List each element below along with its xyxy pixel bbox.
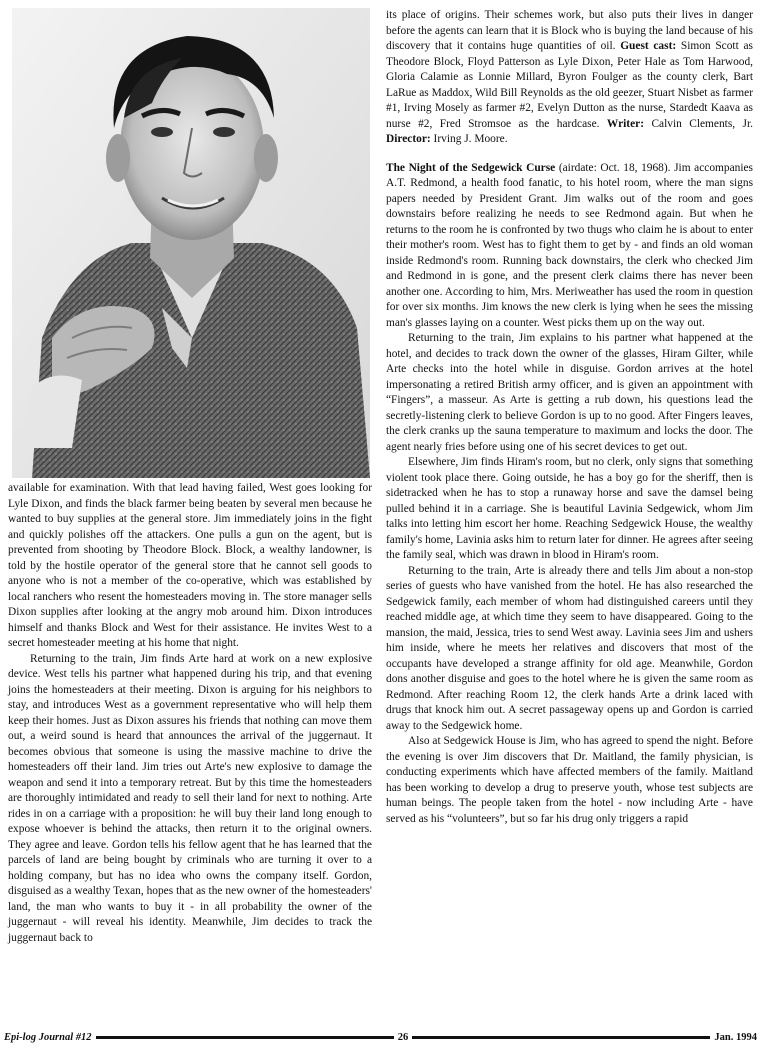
footer-rule [412,1036,710,1039]
director-text: Irving J. Moore. [430,133,508,145]
paragraph [386,161,753,332]
journal-name: Epi-log Journal #12 [4,1031,92,1043]
paragraph: Returning to the train, Jim finds Arte hard at work on a new explosive device. West tells his partner what happened during his trip, and that evening joins the homesteaders at their meeting. Dixon is arguing for his neighbors to stay, and introduces West as a government representative who will help them keep their homes. Just as Dixon assures his friends that nothing can move them out, a weird sound is heard that announces the arrival of the juggernaut. It becomes obvious that someone is using the massive machine to drive the homesteaders off their land. Jim tries out Arte's new explosive to damage the weapon and send it into a temporary retreat. But by this time the homesteaders are thoroughly intimidated and ready to sell their land for next to nothing. Arte rides in on a carriage with a proposition: he will buy their land long enough to expose whoever is behind the attacks, then return it to the original owners. They agree and leave. Gordon tells his fellow agent that he has learned that the parcels of land are being bought by criminals who are turning it over to a holding company, but has no idea who owns the company itself. Gordon, disguised as a wealthy Texan, hopes that as the new owner of the homesteaders' land, the man who wants to buy it - in all probability the owner of the juggernaut - will reveal his identity. Meanwhile, Jim decides to track the juggernaut back to [8,652,372,944]
guest-cast-label: Guest cast: [620,40,677,52]
guest-cast-text: Simon Scott as Theodore Block, Floyd Patterson as Lyle Dixon, Peter Hale as Tom Harwood, Gloria Calamie as Lonnie Millard, Byron Foulger as the county clerk, Bart LaRue as Maddox, Wild Bill Reynolds as the old geezer, Stuart Nisbet as farmer #1, Irving Mosely as farmer #2, Evelyn Dutton as the nurse, Stardedt Kaava as nurse #2, Fred Stromsoe as the hardcase. [386,40,753,130]
page-footer [4,1028,757,1046]
paragraph: Returning to the train, Arte is already there and tells Jim about a non-stop series of guests who have vanished from the hotel. He has also researched the Sedgewick family, each member of whom had distinguished careers until they reached middle age, at which time they seem to have disappeared. Going to the mansion, the maid, Jessica, tries to send West away. Lavinia sees Jim and ushers him inside, where he meets her relatives and discovers that most of the occupants have developed a strange affinity for old age. Meanwhile, Gordon dons another disguise and goes to the hotel where he is given the same room as Redmond. After reaching Room 12, the clerk hands Arte a drink laced with drugs that knock him out. A secret passageway opens up and Gordon is carried away to the Sedgewick home. [386,564,753,732]
page-number: 26 [397,1031,409,1043]
director-label: Director: [386,133,431,145]
writer-text: Calvin Clements, Jr. [644,117,753,130]
writer-label: Writer: [606,117,645,130]
paragraph-text: Jim accompanies A.T. Redmond, a health food fanatic, to his hotel room, where the man signs papers needed by President Grant. Jim walks out of the room and goes downstairs before realizing he needs to see Redmond again. But when he returns to the room he is confronted by two thugs who claim he is about to enter their mother's room. West has to fight them to get by - and finds an old woman inside Redmond's room. Running back downstairs, the clerk who checked Jim and Redmond in is gone, and the present clerk claims there has never been another one. According to him, Mrs. Meriweather has used the room in question for over six months. Jim knows the new clerk is lying when he sees the missing man's glasses laying on a counter. West picks them up on the way out. [386,161,753,329]
paragraph: Also at Sedgewick House is Jim, who has agreed to spend the night. Before the evening is over Jim discovers that Dr. Maitland, the family physician, is conducting experiments which have affected members of the family. Maitland has been working to develop a drug to preserve youth, whose test subjects are human beings. The people taken from the hotel - now including Arte - have served as his “volunteers”, but so far his drug only triggers a rapid [386,735,753,825]
left-column-text [8,481,372,946]
paragraph-text: its place of origins. Their schemes work, but also puts their lives in danger before the agents can learn that it is Block who is buying the land because of his discovery that it contains huge quantities of oil. [386,9,753,52]
right-column-text [386,8,753,827]
paragraph [386,8,753,148]
footer-rule [96,1036,394,1039]
episode-airdate: (airdate: Oct. 18, 1968). [555,161,671,174]
portrait-photo-graphic [12,8,370,478]
issue-date: Jan. 1994 [714,1031,757,1043]
paragraph: Returning to the train, Jim explains to his partner what happened at the hotel, and decides to track down the owner of the glasses, Hiram Gilter, while Arte checks into the hotel while in disguise. Gordon arrives at the hotel impersonating a retired British army officer, and is given an appointment with “Fingers”, a masseur. As Arte is getting a rub down, his questions lead the secretly-listening clerk to believe Gordon is up to no good. After Fingers leaves, the clerk cranks up the sauna temperature to maximum and locks the door. The agent nearly fries before using one of his secret devices to get out. [386,332,753,453]
episode-title: The Night of the Sedgewick Curse [386,161,556,174]
portrait-photo [12,8,370,478]
paragraph: available for examination. With that lead having failed, West goes looking for Lyle Dixon, and finds the black farmer being beaten by several men because he wanted to buy supplies at the general store. Jim immediately joins in the fight and quickly polishes off the attackers. One pulls a gun on the agent, but is prevented from shooting by Theodore Block. Block, a wealthy landowner, is told by the hostile operator of the general store that he cannot sell goods to anyone who is not a member of the co-operative, which was established by local ranchers who resent the homesteaders moving in. The store manager sells Dixon supplies after looking at the angry mob around him. Dixon introduces himself and thanks Block and West for their assistance. He invites West to a secret homesteader meeting at his home that night. [8,482,372,649]
paragraph: Elsewhere, Jim finds Hiram's room, but no clerk, only signs that something violent took place there. Going outside, he has a boy go for the sheriff, then is sidetracked when he has to stop a runaway horse and save the damsel being pulled behind it in a carriage. She is beautiful Lavinia Sedgewick, whom Jim talks into letting him escort her home. Reaching Sedgewick House, the wealthy family's home, Lavinia asks him to return later for dinner. He agrees after seeing the family seal, which was drawn in blood in Hiram's room. [386,456,753,561]
